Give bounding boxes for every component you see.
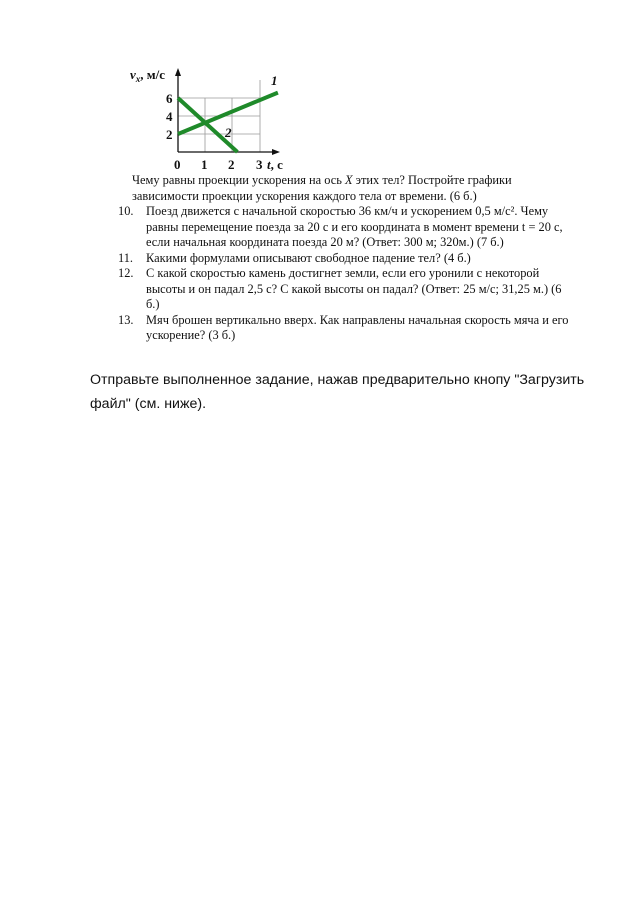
task-line: если начальная координата поезда 20 м? (Ответ: 300 м; 320м.) (7 б.): [146, 235, 504, 249]
y-tick-label: 6: [166, 91, 173, 106]
task-text: [146, 313, 598, 344]
x-axis-label: t, с: [267, 157, 283, 172]
task-line: С какой скоростью камень достигнет земли, если его уронили с некоторой: [146, 266, 540, 280]
x-tick-label: 1: [201, 157, 208, 172]
task-number: 11.: [118, 250, 134, 265]
intro-line-1: [118, 173, 598, 189]
submission-instruction: [90, 368, 610, 416]
intro-text: Чему равны проекции ускорения на ось: [132, 173, 345, 187]
task-text: [146, 266, 598, 313]
instruction-line-2: файл" (см. ниже).: [90, 396, 207, 412]
instruction-line-1: Отправьте выполненное задание, нажав предварительно кнопу "Загрузить: [90, 372, 585, 388]
graph-lines: [178, 93, 278, 152]
task-item-12: [118, 266, 598, 313]
task-text: [146, 204, 598, 251]
line-1-label: 1: [271, 73, 278, 88]
x-tick-label: 3: [256, 157, 263, 172]
task-number: 12.: [118, 266, 134, 280]
task-line: Какими формулами описывают свободное падение тел? (4 б.): [146, 250, 471, 265]
axis-name: X: [344, 173, 353, 187]
intro-line-2: зависимости проекции ускорения каждого тела от времени. (6 б.): [132, 188, 477, 203]
y-tick-label: 4: [166, 109, 173, 124]
task-line: Мяч брошен вертикально вверх. Как направлены начальная скорость мяча и его: [146, 312, 569, 327]
x-axis-arrow: [272, 149, 280, 155]
y-axis-arrow: [175, 68, 181, 76]
x-tick-label: 0: [174, 157, 181, 172]
task-line: высоты и он падал 2,5 с? С какой высоты он падал? (Ответ: 25 м/с; 31,25 м.) (6: [146, 281, 562, 296]
intro-text: этих тел? Постройте графики: [352, 173, 512, 187]
task-item-13: [118, 313, 598, 344]
task-line: равны перемещение поезда за 20 с и его координата в момент времени t = 20 с,: [146, 219, 563, 234]
task-item-11: [118, 251, 598, 267]
y-axis-label: $v_x$, м/с: [130, 67, 166, 84]
tasks-block: [118, 173, 598, 344]
velocity-graph: [120, 58, 300, 176]
x-tick-label: 2: [228, 157, 235, 172]
line-2-label: 2: [225, 125, 232, 140]
task-line: б.): [146, 297, 160, 311]
task-number: 13.: [118, 312, 134, 327]
task-text: [146, 251, 598, 267]
task-item-10: [118, 204, 598, 251]
task-line: ускорение? (3 б.): [146, 328, 236, 342]
y-tick-label: 2: [166, 127, 173, 142]
task-line: Поезд движется с начальной скоростью 36 км/ч и ускорением 0,5 м/с². Чему: [146, 204, 549, 218]
task-number: 10.: [118, 204, 134, 218]
